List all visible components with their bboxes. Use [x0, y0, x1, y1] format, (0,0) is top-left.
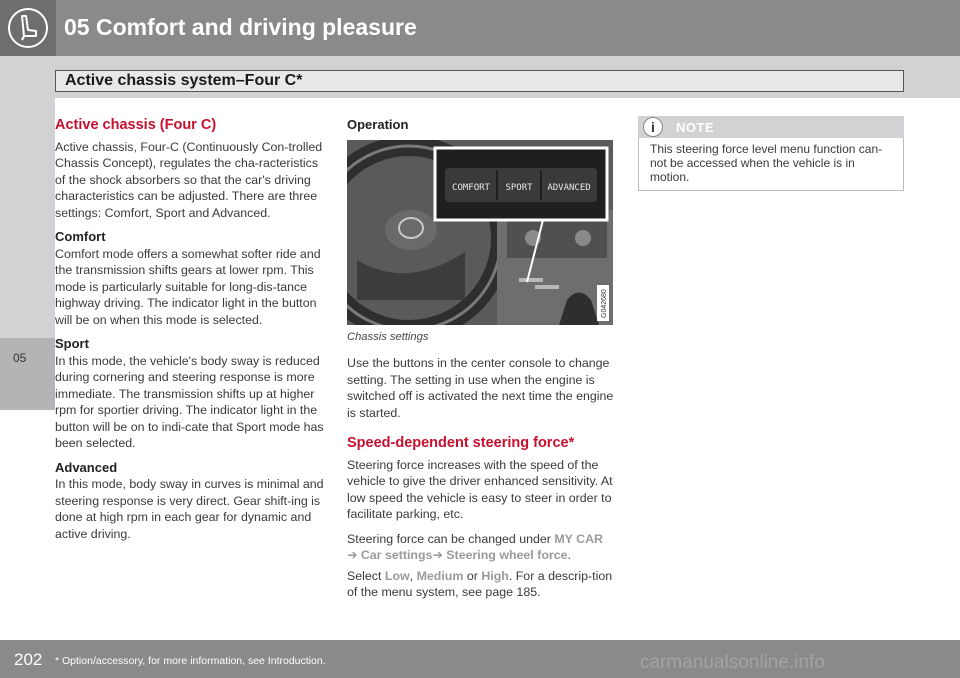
select-prefix: Select — [347, 568, 382, 583]
steering-paragraph: Steering force increases with the speed of the vehicle to give the driver enhanced sensitivity. At low speed the vehicle is easy to steer in order to facilitate parking, etc. — [347, 457, 613, 521]
menu-path-paragraph: Steering force can be changed under MY CAR ➔ Car settings➔ Steering wheel force. — [347, 531, 604, 562]
chapter-tab-label: 05 — [13, 351, 27, 365]
page-number: 202 — [14, 650, 43, 669]
operation-paragraph: Use the buttons in the center console to change setting. The setting in use when the engine is switched off is activated the next time the engine is started. — [347, 356, 614, 420]
sport-heading: Sport — [55, 336, 89, 351]
info-icon: i — [643, 117, 663, 137]
figure-caption: Chassis settings — [347, 330, 429, 343]
menu-my-car: MY CAR — [554, 531, 604, 546]
chapter-tab — [0, 338, 55, 410]
dashboard-photo — [347, 140, 613, 325]
chapter-icon-box — [0, 0, 56, 56]
sport-button-label: SPORT — [505, 182, 533, 193]
option-medium: Medium — [416, 568, 464, 583]
footer-note: * Option/accessory, for more information, see Introduction. — [55, 655, 326, 667]
chassis-settings-figure — [347, 140, 613, 325]
sport-paragraph: In this mode, the vehicle's body sway is reduced during cornering and steering response is more immediate. The transmission shifts up at higher rpm for sportier driving. The indicator light in the button will be on to indi-cate that Sport mode has been selected. — [55, 353, 324, 450]
column-1 — [55, 117, 325, 550]
active-chassis-heading: Active chassis (Four C) — [55, 117, 217, 133]
select-suffix: . For a descrip-tion of the menu system, see page 185. — [347, 568, 613, 599]
arrow-icon: ➔ — [432, 548, 443, 562]
arrow-icon: ➔ — [347, 548, 358, 562]
comfort-heading: Comfort — [55, 229, 106, 244]
intro-paragraph: Active chassis, Four-C (Continuously Con-trolled Chassis Concept), regulates the cha-racteristics of the shock absorbers so that the car's driving characteristics can be adjusted. There are three settings: Comfort, Sport and Advanced. — [55, 139, 323, 220]
option-low: Low — [384, 568, 410, 583]
comfort-paragraph: Comfort mode offers a somewhat softer ride and the transmission shifts gears at lower rpm. This mode is particularly suitable for long-dis-tance highway driving. The indicator light in the button will be on when this mode is selected. — [55, 246, 321, 327]
note-text: This steering force level menu function can-not be accessed when the vehicle is in motion. — [650, 142, 883, 184]
advanced-paragraph: In this mode, body sway in curves is minimal and steering response is very direct. Gear shift-ing is done at high rpm in each gear for dynamic and active driving. — [55, 477, 324, 541]
advanced-button-label: ADVANCED — [547, 182, 591, 193]
seat-icon — [0, 0, 56, 56]
steering-force-heading: Speed-dependent steering force* — [347, 435, 575, 451]
note-title: NOTE — [676, 120, 715, 135]
operation-heading: Operation — [347, 117, 409, 132]
select-paragraph: Select Low, Medium or High. For a descrip-tion of the menu system, see page 185. — [347, 568, 613, 599]
figure-code: G042680 — [601, 288, 608, 318]
menu-car-settings: Car settings — [360, 548, 433, 562]
option-high: High — [481, 568, 509, 583]
change-prefix: Steering force can be changed under — [347, 531, 551, 546]
watermark: carmanualsonline.info — [640, 652, 825, 673]
chapter-title: 05 Comfort and driving pleasure — [64, 14, 417, 40]
comfort-button-label: COMFORT — [452, 182, 490, 193]
or-word: or — [466, 568, 478, 583]
section-title: Active chassis system–Four C* — [65, 72, 303, 89]
column-2 — [347, 117, 615, 609]
advanced-heading: Advanced — [55, 459, 118, 475]
menu-steering-wheel-force: Steering wheel force — [446, 548, 568, 562]
